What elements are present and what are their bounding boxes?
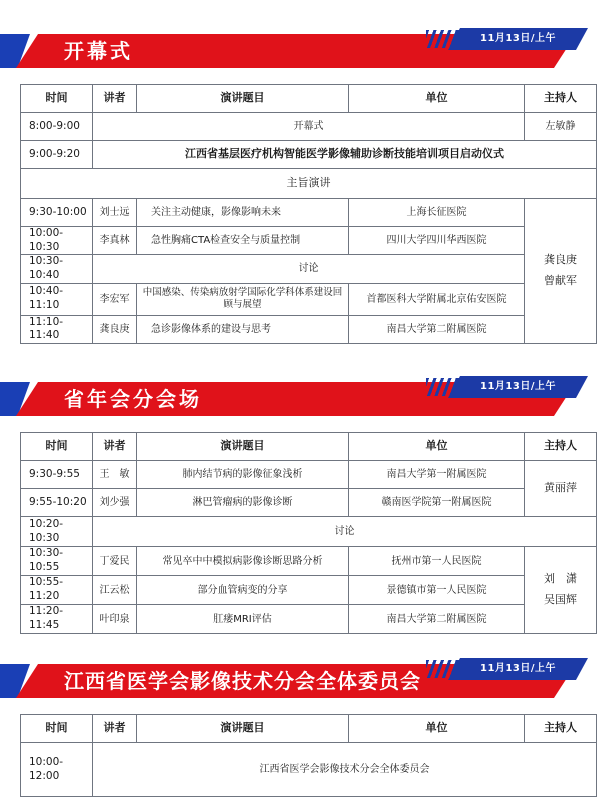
time-cell: 11:20-11:45 xyxy=(21,605,93,634)
time-cell: 9:30-10:00 xyxy=(21,199,93,227)
time-cell: 8:00-9:00 xyxy=(21,113,93,141)
table-header-row xyxy=(21,85,597,113)
event-cell: 开幕式 xyxy=(93,113,525,141)
unit-cell: 抚州市第一人民医院 xyxy=(349,547,525,576)
section-title-branch: 省年会分会场 xyxy=(64,387,202,411)
banner-branch xyxy=(0,368,616,418)
table-row xyxy=(21,169,597,199)
speaker-cell: 龚良庚 xyxy=(93,315,137,343)
time-cell: 9:00-9:20 xyxy=(21,141,93,169)
schedule-table-committee xyxy=(20,714,597,797)
table-row xyxy=(21,461,597,489)
header-unit: 单位 xyxy=(349,85,525,113)
header-speaker: 讲者 xyxy=(93,715,137,743)
header-time: 时间 xyxy=(21,433,93,461)
speaker-cell: 叶印泉 xyxy=(93,605,137,634)
table-header-row xyxy=(21,433,597,461)
table-row xyxy=(21,489,597,517)
host-cell xyxy=(525,547,597,634)
host-cell: 左敏静 xyxy=(525,113,597,141)
header-time: 时间 xyxy=(21,715,93,743)
speaker-cell: 刘士远 xyxy=(93,199,137,227)
speaker-cell: 刘少强 xyxy=(93,489,137,517)
header-time: 时间 xyxy=(21,85,93,113)
event-cell: 江西省基层医疗机构智能医学影像辅助诊断技能培训项目启动仪式 xyxy=(93,141,597,169)
table-row xyxy=(21,743,597,797)
time-cell: 9:30-9:55 xyxy=(21,461,93,489)
topic-cell: 常见卒中中模拟病影像诊断思路分析 xyxy=(137,547,349,576)
time-cell: 10:00-10:30 xyxy=(21,227,93,255)
banner-opening xyxy=(0,20,616,70)
header-topic: 演讲题目 xyxy=(137,433,349,461)
table-row xyxy=(21,255,597,283)
table-row xyxy=(21,517,597,547)
table-row xyxy=(21,605,597,634)
host-name: 刘 潇 xyxy=(544,572,577,586)
header-unit: 单位 xyxy=(349,715,525,743)
section-title-committee: 江西省医学会影像技术分会全体委员会 xyxy=(64,669,421,693)
topic-cell: 淋巴管瘤病的影像诊断 xyxy=(137,489,349,517)
table-row xyxy=(21,141,597,169)
time-cell: 11:10-11:40 xyxy=(21,315,93,343)
topic-cell: 中国感染、传染病放射学国际化学科体系建设回顾与展望 xyxy=(137,283,349,315)
header-host: 主持人 xyxy=(525,85,597,113)
topic-cell: 急诊影像体系的建设与思考 xyxy=(137,315,349,343)
header-unit: 单位 xyxy=(349,433,525,461)
schedule-table-opening xyxy=(20,84,597,344)
banner-date: 11月13日/上午 xyxy=(480,663,556,674)
schedule-table-branch xyxy=(20,432,597,634)
time-cell: 9:55-10:20 xyxy=(21,489,93,517)
header-host: 主持人 xyxy=(525,715,597,743)
speaker-cell: 王 敏 xyxy=(93,461,137,489)
topic-cell: 肛瘘MRI评估 xyxy=(137,605,349,634)
unit-cell: 首都医科大学附属北京佑安医院 xyxy=(349,283,525,315)
table-row xyxy=(21,113,597,141)
table-row xyxy=(21,315,597,343)
topic-cell: 肺内结节病的影像征象浅析 xyxy=(137,461,349,489)
header-topic: 演讲题目 xyxy=(137,85,349,113)
header-topic: 演讲题目 xyxy=(137,715,349,743)
unit-cell: 赣南医学院第一附属医院 xyxy=(349,489,525,517)
host-name: 龚良庚 xyxy=(544,253,577,267)
header-host: 主持人 xyxy=(525,433,597,461)
time-cell: 10:55-11:20 xyxy=(21,576,93,605)
unit-cell: 南昌大学第二附属医院 xyxy=(349,315,525,343)
header-speaker: 讲者 xyxy=(93,433,137,461)
discussion-cell: 讨论 xyxy=(93,255,525,283)
speaker-cell: 李宏军 xyxy=(93,283,137,315)
time-cell: 10:30-10:55 xyxy=(21,547,93,576)
keynote-cell: 主旨演讲 xyxy=(21,169,597,199)
unit-cell: 四川大学四川华西医院 xyxy=(349,227,525,255)
table-row xyxy=(21,283,597,315)
table-row xyxy=(21,199,597,227)
unit-cell: 南昌大学第二附属医院 xyxy=(349,605,525,634)
host-name: 曾献军 xyxy=(544,273,577,287)
unit-cell: 上海长征医院 xyxy=(349,199,525,227)
table-row xyxy=(21,576,597,605)
banner-date: 11月13日/上午 xyxy=(480,381,556,392)
event-cell: 江西省医学会影像技术分会全体委员会 xyxy=(93,743,597,797)
table-row xyxy=(21,227,597,255)
speaker-cell: 丁爱民 xyxy=(93,547,137,576)
topic-cell: 部分血管病变的分享 xyxy=(137,576,349,605)
time-cell: 10:20-10:30 xyxy=(21,517,93,547)
banner-committee xyxy=(0,650,616,700)
topic-cell: 急性胸痛CTA检查安全与质量控制 xyxy=(137,227,349,255)
header-speaker: 讲者 xyxy=(93,85,137,113)
host-name: 吴国辉 xyxy=(544,593,577,606)
section-title-opening: 开幕式 xyxy=(64,39,133,63)
unit-cell: 景德镇市第一人民医院 xyxy=(349,576,525,605)
topic-cell: 关注主动健康，影像影响未来 xyxy=(137,199,349,227)
speaker-cell: 李真林 xyxy=(93,227,137,255)
host-cell xyxy=(525,199,597,344)
table-header-row xyxy=(21,715,597,743)
time-cell: 10:40-11:10 xyxy=(21,283,93,315)
table-row xyxy=(21,547,597,576)
time-cell: 10:30-10:40 xyxy=(21,255,93,283)
banner-date: 11月13日/上午 xyxy=(480,33,556,44)
speaker-cell: 江云松 xyxy=(93,576,137,605)
discussion-cell: 讨论 xyxy=(93,517,597,547)
unit-cell: 南昌大学第一附属医院 xyxy=(349,461,525,489)
time-cell: 10:00-12:00 xyxy=(21,743,93,797)
host-cell: 黄丽萍 xyxy=(525,461,597,517)
